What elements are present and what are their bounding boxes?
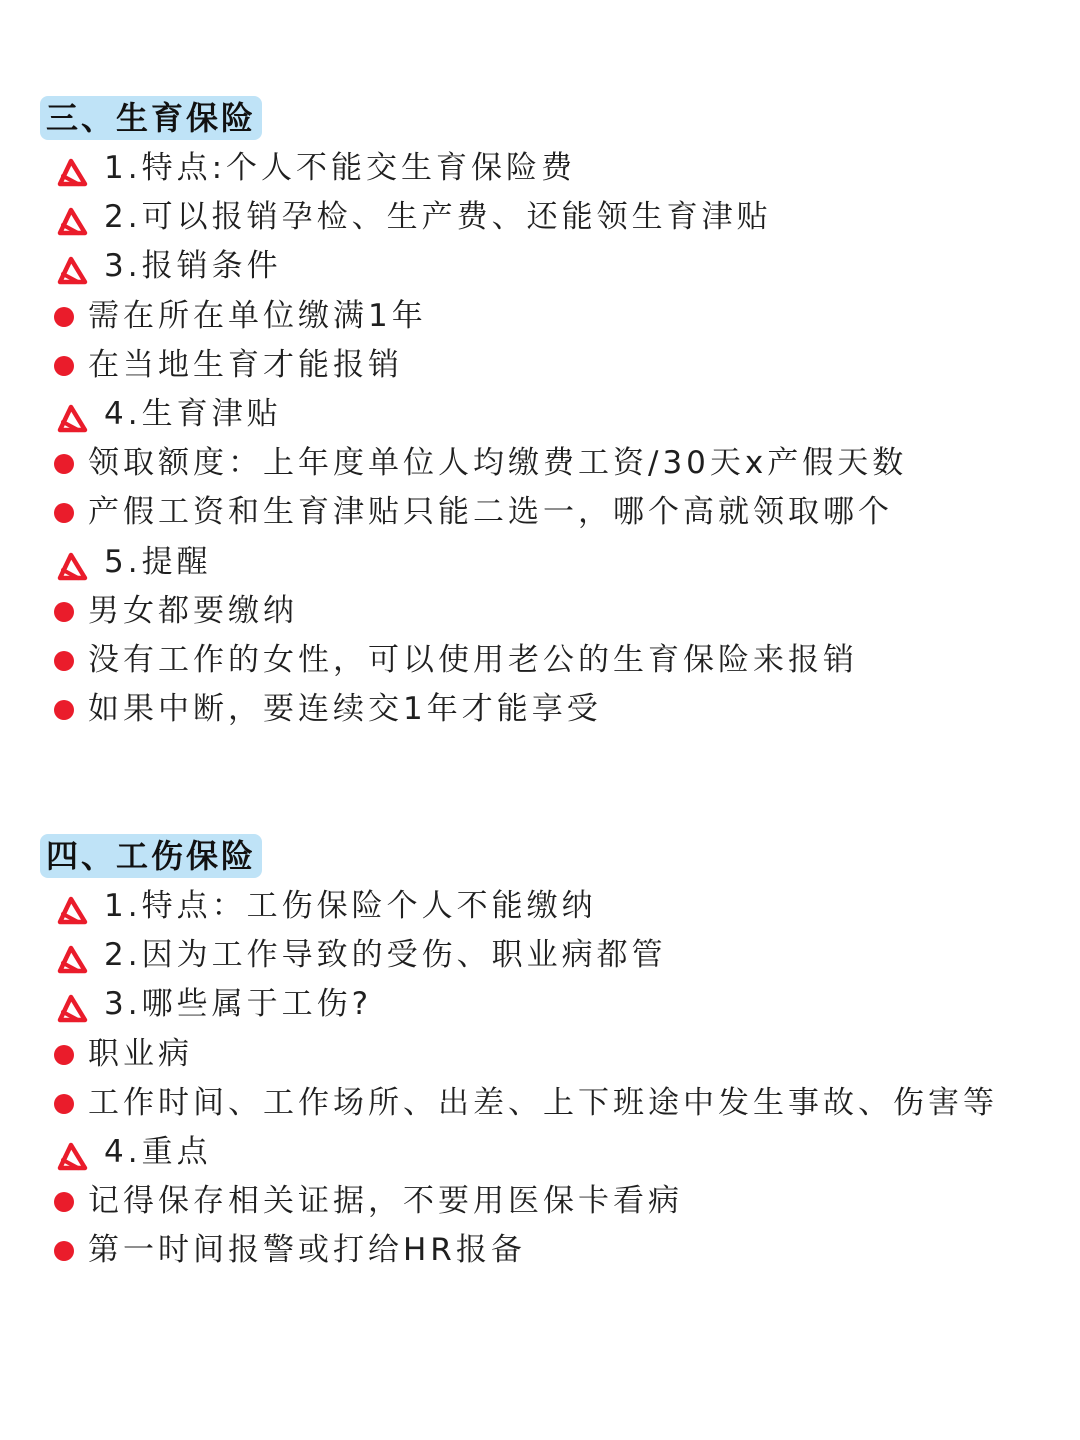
red-dot-bullet-icon <box>54 602 74 622</box>
subheading-item <box>40 980 1060 1029</box>
subheading-item <box>40 931 1060 980</box>
triangle-marker-icon <box>54 547 90 577</box>
subheading-item <box>40 144 1060 193</box>
item-text: 第一时间报警或打给HR报备 <box>88 1232 526 1269</box>
bullet-item <box>40 1079 1060 1128</box>
subheading-item <box>40 882 1060 931</box>
item-text: 5.提醒 <box>104 543 212 580</box>
triangle-marker-icon <box>54 891 90 921</box>
subheading-item <box>40 538 1060 587</box>
triangle-marker-icon <box>54 399 90 429</box>
item-text: 4.重点 <box>104 1133 212 1170</box>
item-text: 职业病 <box>88 1035 193 1072</box>
subheading-item <box>40 1128 1060 1177</box>
item-text: 1.特点：工伤保险个人不能缴纳 <box>104 888 597 924</box>
item-text: 记得保存相关证据，不要用医保卡看病 <box>88 1183 683 1220</box>
triangle-marker-icon <box>54 202 90 232</box>
bullet-item <box>40 292 1060 341</box>
red-dot-bullet-icon <box>54 503 74 523</box>
bullet-item <box>40 636 1060 685</box>
red-dot-bullet-icon <box>54 1192 74 1212</box>
section-heading: 四、工伤保险 <box>40 834 262 878</box>
red-dot-bullet-icon <box>54 1045 74 1065</box>
bullet-item <box>40 685 1060 734</box>
item-text: 2.可以报销孕检、生产费、还能领生育津贴 <box>104 199 772 236</box>
section-maternity-insurance <box>40 96 1060 734</box>
section-rows <box>40 144 1060 734</box>
triangle-marker-icon <box>54 989 90 1019</box>
bullet-item <box>40 439 1060 488</box>
red-dot-bullet-icon <box>54 356 74 376</box>
triangle-marker-icon <box>54 153 90 183</box>
red-dot-bullet-icon <box>54 1241 74 1261</box>
triangle-marker-icon <box>54 251 90 281</box>
item-text: 领取额度：上年度单位人均缴费工资/30天x产假天数 <box>88 445 908 482</box>
item-text: 3.哪些属于工伤? <box>104 986 373 1023</box>
item-text: 没有工作的女性，可以使用老公的生育保险来报销 <box>88 641 858 678</box>
bullet-item <box>40 488 1060 537</box>
item-text: 4.生育津贴 <box>104 395 282 432</box>
item-text: 需在所在单位缴满1年 <box>88 297 427 334</box>
bullet-item <box>40 1030 1060 1079</box>
item-text: 在当地生育才能报销 <box>88 346 403 383</box>
triangle-marker-icon <box>54 940 90 970</box>
item-text: 产假工资和生育津贴只能二选一，哪个高就领取哪个 <box>88 494 893 531</box>
item-text: 如果中断，要连续交1年才能享受 <box>88 691 602 728</box>
subheading-item <box>40 193 1060 242</box>
red-dot-bullet-icon <box>54 454 74 474</box>
section-work-injury-insurance <box>40 834 1060 1276</box>
subheading-item <box>40 390 1060 439</box>
triangle-marker-icon <box>54 1137 90 1167</box>
bullet-item <box>40 1177 1060 1226</box>
red-dot-bullet-icon <box>54 1094 74 1114</box>
item-text: 工作时间、工作场所、出差、上下班途中发生事故、伤害等 <box>88 1084 998 1121</box>
bullet-item <box>40 1226 1060 1275</box>
item-text: 2.因为工作导致的受伤、职业病都管 <box>104 937 667 974</box>
bullet-item <box>40 587 1060 636</box>
item-text: 3.报销条件 <box>104 248 282 285</box>
subheading-item <box>40 242 1060 291</box>
red-dot-bullet-icon <box>54 651 74 671</box>
item-text: 男女都要缴纳 <box>88 592 298 629</box>
section-heading: 三、生育保险 <box>40 96 262 140</box>
item-text: 1.特点:个人不能交生育保险费 <box>104 150 577 186</box>
bullet-item <box>40 341 1060 390</box>
red-dot-bullet-icon <box>54 307 74 327</box>
section-rows <box>40 882 1060 1276</box>
red-dot-bullet-icon <box>54 700 74 720</box>
